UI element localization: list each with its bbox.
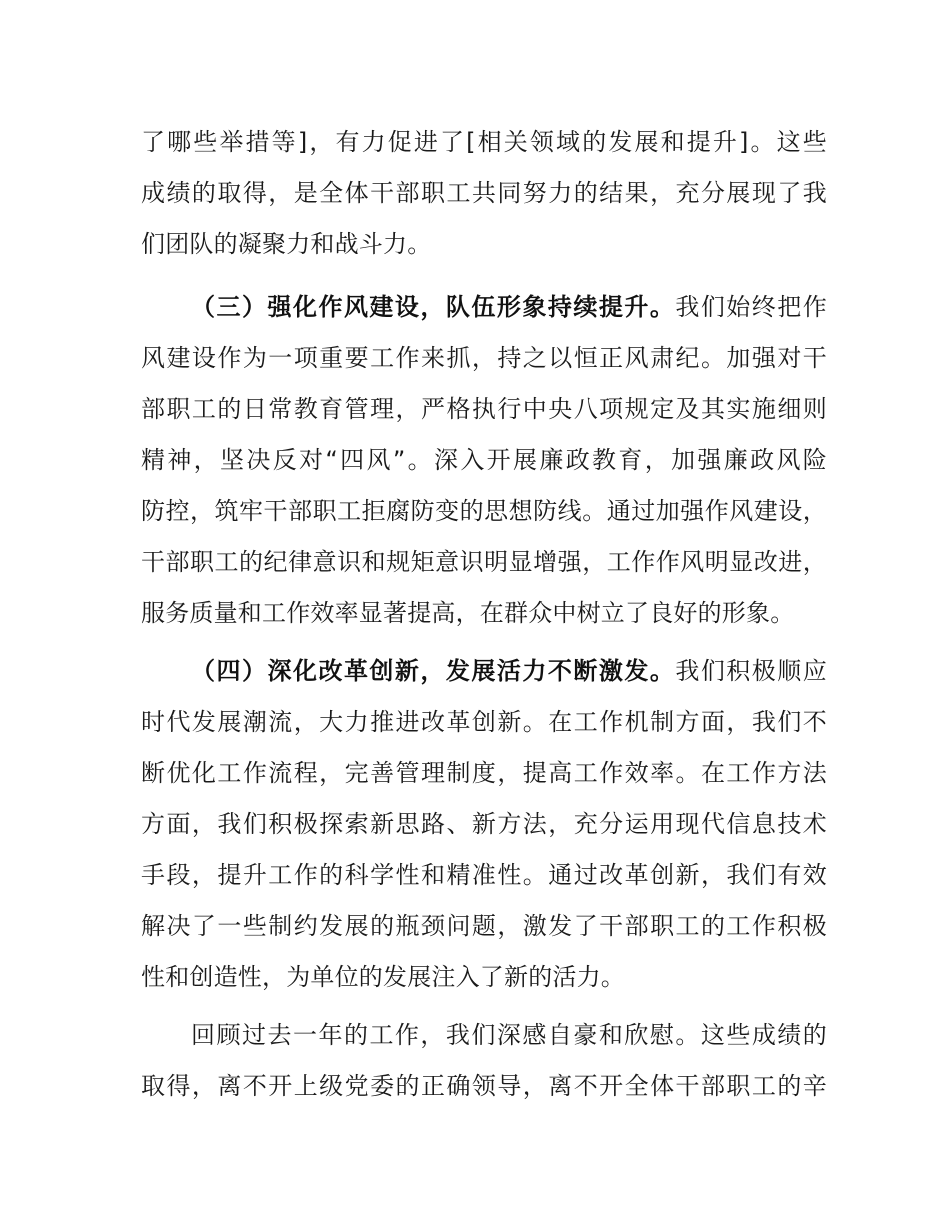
paragraph-3-line-2: 时代发展潮流，大力推进改革创新。在工作机制方面，我们不 xyxy=(141,708,827,736)
paragraph-1-line-1: 了哪些举措等]，有力促进了[相关领域的发展和提升]。这些 xyxy=(141,128,827,156)
section-heading-3: （三）强化作风建设，队伍形象持续提升。 xyxy=(191,293,676,321)
paragraph-3-line-3: 断优化工作流程，完善管理制度，提高工作效率。在工作方法 xyxy=(141,759,827,787)
paragraph-2-line-1-text: 我们始终把作 xyxy=(675,293,827,321)
paragraph-2-line-4: 精神，坚决反对“四风”。深入开展廉政教育，加强廉政风险 xyxy=(141,446,827,474)
paragraph-2-line-5: 防控，筑牢干部职工拒腐防变的思想防线。通过加强作风建设， xyxy=(141,497,827,525)
paragraph-2-line-7: 服务质量和工作效率显著提高，在群众中树立了良好的形象。 xyxy=(141,599,795,627)
paragraph-3-line-4: 方面，我们积极探索新思路、新方法，充分运用现代信息技术 xyxy=(141,810,827,838)
paragraph-1-line-2: 成绩的取得，是全体干部职工共同努力的结果，充分展现了我 xyxy=(141,179,827,207)
paragraph-1-line-3: 们团队的凝聚力和战斗力。 xyxy=(141,230,432,258)
paragraph-4-line-1: 回顾过去一年的工作，我们深感自豪和欣慰。这些成绩的 xyxy=(191,1021,827,1049)
section-heading-4: （四）深化改革创新，发展活力不断激发。 xyxy=(191,657,676,685)
paragraph-2-line-2: 风建设作为一项重要工作来抓，持之以恒正风肃纪。加强对干 xyxy=(141,344,827,372)
paragraph-3-line-1 xyxy=(191,656,827,686)
paragraph-2-line-3: 部职工的日常教育管理，严格执行中央八项规定及其实施细则 xyxy=(141,395,827,423)
paragraph-3-line-7: 性和创造性，为单位的发展注入了新的活力。 xyxy=(141,963,625,991)
paragraph-2-line-6: 干部职工的纪律意识和规矩意识明显增强，工作作风明显改进， xyxy=(141,548,827,576)
paragraph-3-line-1-text: 我们积极顺应 xyxy=(675,657,827,685)
paragraph-4-line-2: 取得，离不开上级党委的正确领导，离不开全体干部职工的辛 xyxy=(141,1072,827,1100)
paragraph-3-line-5: 手段，提升工作的科学性和精准性。通过改革创新，我们有效 xyxy=(141,861,827,889)
paragraph-3-line-6: 解决了一些制约发展的瓶颈问题，激发了干部职工的工作积极 xyxy=(141,912,827,940)
paragraph-2-line-1 xyxy=(191,292,827,322)
